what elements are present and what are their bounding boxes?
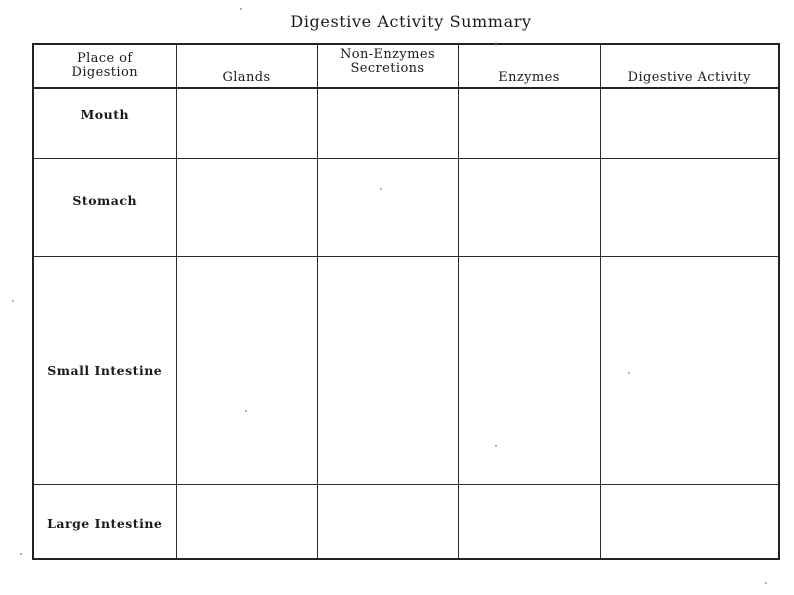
header-glands bbox=[176, 44, 317, 88]
large-intestine-secretions-cell[interactable] bbox=[317, 484, 458, 559]
header-place-of-digestion bbox=[33, 44, 176, 88]
large-intestine-activity-cell[interactable] bbox=[600, 484, 779, 559]
scan-speck bbox=[20, 553, 22, 555]
small-intestine-glands-cell[interactable] bbox=[176, 256, 317, 484]
stomach-activity-cell[interactable] bbox=[600, 158, 779, 256]
row-label-mouth: Mouth bbox=[33, 88, 176, 158]
header-line: Glands bbox=[222, 70, 271, 85]
large-intestine-glands-cell[interactable] bbox=[176, 484, 317, 559]
table-row-small-intestine bbox=[33, 256, 779, 484]
large-intestine-enzymes-cell[interactable] bbox=[458, 484, 600, 559]
small-intestine-enzymes-cell[interactable] bbox=[458, 256, 600, 484]
mouth-glands-cell[interactable] bbox=[176, 88, 317, 158]
row-label-small-intestine: Small Intestine bbox=[33, 256, 176, 484]
stomach-glands-cell[interactable] bbox=[176, 158, 317, 256]
header-line: Place of bbox=[76, 51, 133, 66]
digestive-summary-table bbox=[32, 43, 780, 560]
header-line: Non-Enzymes bbox=[339, 47, 436, 62]
mouth-secretions-cell[interactable] bbox=[317, 88, 458, 158]
scan-speck bbox=[240, 8, 242, 10]
scan-speck bbox=[380, 188, 382, 190]
scan-speck bbox=[628, 372, 630, 374]
mouth-enzymes-cell[interactable] bbox=[458, 88, 600, 158]
row-label-large-intestine: Large Intestine bbox=[33, 484, 176, 559]
stomach-enzymes-cell[interactable] bbox=[458, 158, 600, 256]
page-title: Digestive Activity Summary bbox=[290, 12, 532, 31]
header-line: Digestion bbox=[71, 65, 138, 80]
stomach-secretions-cell[interactable] bbox=[317, 158, 458, 256]
small-intestine-secretions-cell[interactable] bbox=[317, 256, 458, 484]
table-row-stomach bbox=[33, 158, 779, 256]
scan-speck bbox=[495, 445, 497, 447]
header-line: Digestive Activity bbox=[627, 70, 751, 85]
header-row bbox=[33, 44, 779, 88]
header-digestive-activity bbox=[600, 44, 779, 88]
scan-speck bbox=[245, 410, 247, 412]
header-line: Enzymes bbox=[498, 70, 560, 85]
small-intestine-activity-cell[interactable] bbox=[600, 256, 779, 484]
row-label-stomach: Stomach bbox=[33, 158, 176, 256]
header-line: Secretions bbox=[350, 61, 425, 76]
table-row-large-intestine bbox=[33, 484, 779, 559]
header-enzymes bbox=[458, 44, 600, 88]
scan-speck bbox=[495, 44, 497, 46]
scan-speck bbox=[12, 300, 14, 302]
table-row-mouth bbox=[33, 88, 779, 158]
mouth-activity-cell[interactable] bbox=[600, 88, 779, 158]
header-non-enzymes-secretions bbox=[317, 44, 458, 88]
scan-speck bbox=[765, 582, 767, 584]
